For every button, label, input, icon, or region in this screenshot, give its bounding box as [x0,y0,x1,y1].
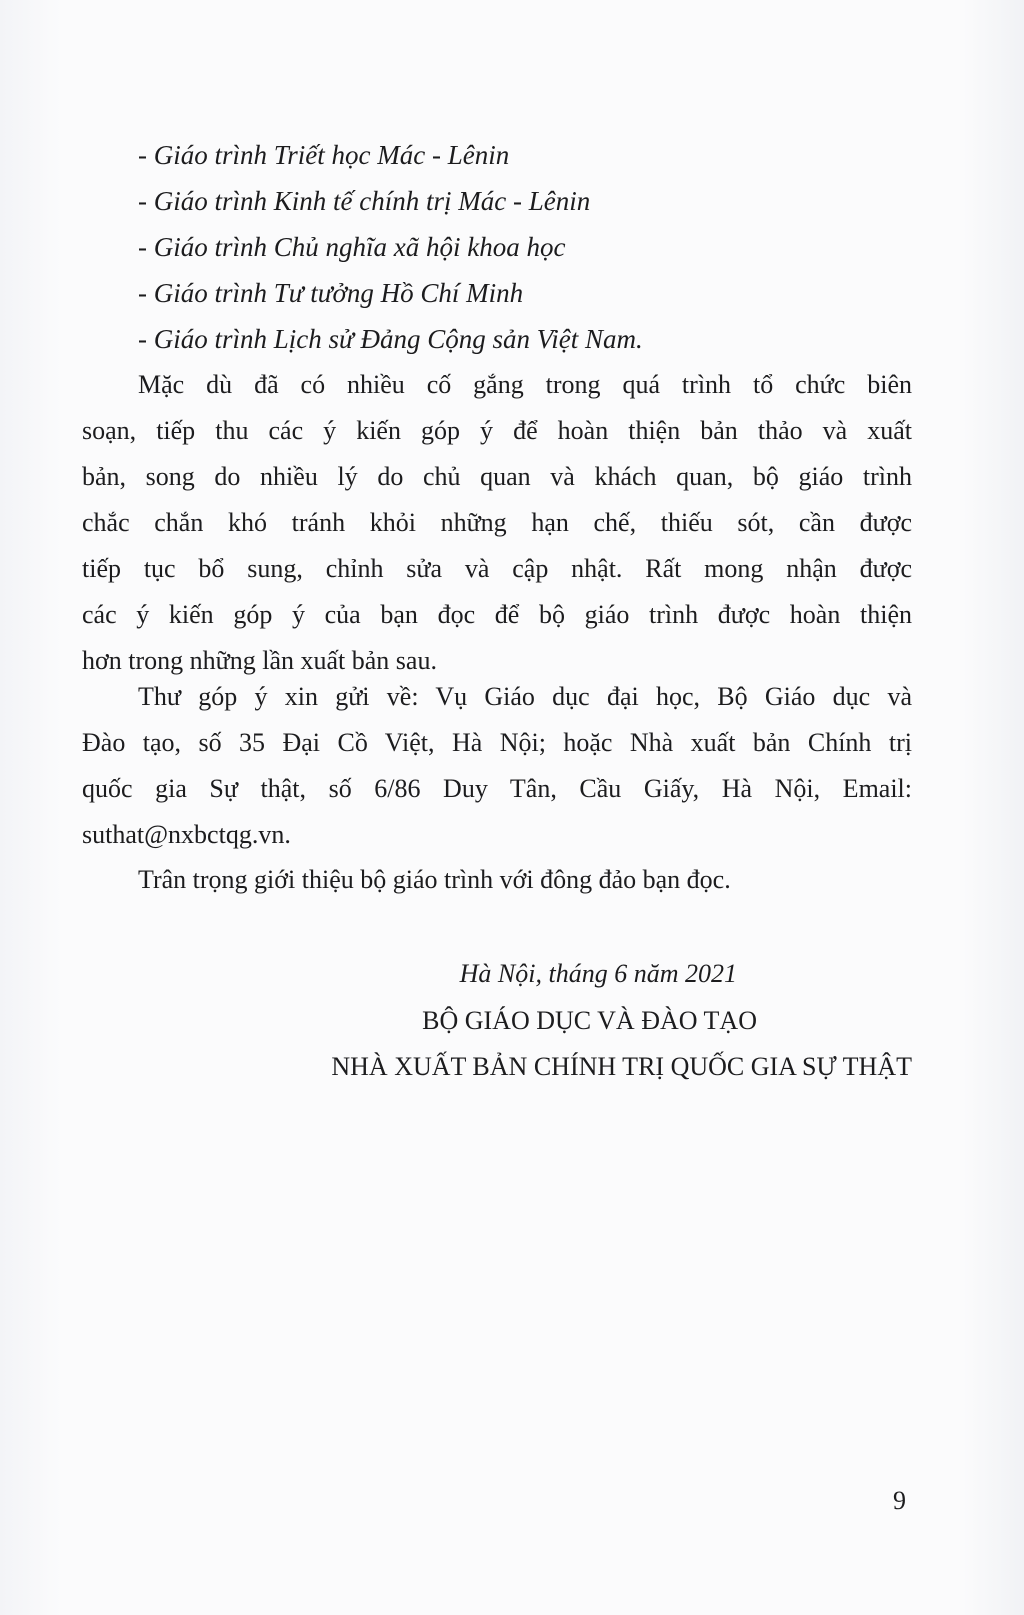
signoff-publisher [82,1044,912,1090]
list-item: - Giáo trình Tư tưởng Hồ Chí Minh [138,278,524,308]
date-line: Hà Nội, tháng 6 năm 2021 [459,959,737,988]
text-line: tiếp tục bổ sung, chỉnh sửa và cập nhật. Rất mong nhận được [82,554,912,583]
paragraph-apology [82,362,912,684]
signoff-date [82,951,737,997]
paragraph-feedback-address [82,674,912,858]
textbook-list [138,132,938,362]
publisher-name: NHÀ XUẤT BẢN CHÍNH TRỊ QUỐC GIA SỰ THẬT [331,1052,912,1081]
list-item: - Giáo trình Triết học Mác - Lênin [138,140,510,170]
text-line: bản, song do nhiều lý do chủ quan và khách quan, bộ giáo trình [82,462,912,491]
text-line: Trân trọng giới thiệu bộ giáo trình với đông đảo bạn đọc. [138,865,731,894]
text-line: Thư góp ý xin gửi về: Vụ Giáo dục đại học, Bộ Giáo dục và [138,682,912,711]
text-line: soạn, tiếp thu các ý kiến góp ý để hoàn thiện bản thảo và xuất [82,416,912,445]
list-item: - Giáo trình Kinh tế chính trị Mác - Lênin [138,186,591,216]
ministry-name: BỘ GIÁO DỤC VÀ ĐÀO TẠO [422,1006,757,1035]
paragraph-closing [82,857,912,903]
text-line: hơn trong những lần xuất bản sau. [82,646,437,675]
text-line: các ý kiến góp ý của bạn đọc để bộ giáo trình được hoàn thiện [82,600,912,629]
text-line: suthat@nxbctqg.vn. [82,820,291,849]
text-line: Mặc dù đã có nhiều cố gắng trong quá trình tổ chức biên [138,370,912,399]
signoff-ministry [82,998,757,1044]
text-line: chắc chắn khó tránh khỏi những hạn chế, thiếu sót, cần được [82,508,912,537]
list-item: - Giáo trình Lịch sử Đảng Cộng sản Việt Nam. [138,324,643,354]
list-item: - Giáo trình Chủ nghĩa xã hội khoa học [138,232,566,262]
page-number: 9 [893,1486,906,1515]
text-line: quốc gia Sự thật, số 6/86 Duy Tân, Cầu Giấy, Hà Nội, Email: [82,774,912,803]
text-line: Đào tạo, số 35 Đại Cồ Việt, Hà Nội; hoặc Nhà xuất bản Chính trị [82,728,912,757]
